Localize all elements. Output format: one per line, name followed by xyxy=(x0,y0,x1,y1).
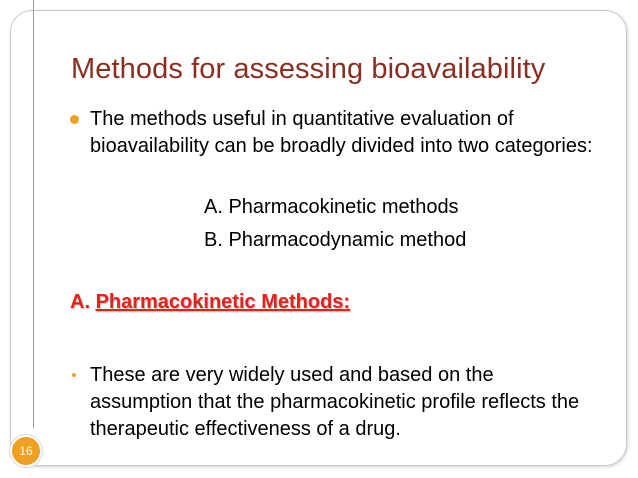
method-item-a: A. Pharmacokinetic methods xyxy=(204,196,459,218)
bullet-dot-icon xyxy=(70,115,79,124)
method-item-b: B. Pharmacodynamic method xyxy=(204,229,467,251)
bullet-text-1: The methods useful in quantitative evaluation of bioavailability can be broadly divided into two categories: xyxy=(90,108,593,157)
section-heading-label: Pharmacokinetic Methods: xyxy=(95,291,351,313)
bullet-text-2: These are very widely used and based on the assumption that the pharmacokinetic profile reflects the therapeutic effectiveness of a drug. xyxy=(90,364,580,440)
section-heading xyxy=(70,291,350,314)
bullet-item-1 xyxy=(70,106,600,160)
section-heading-prefix: A. xyxy=(70,291,96,313)
bullet-dot-small-icon xyxy=(72,373,76,377)
page-number-badge: 16 xyxy=(10,435,42,467)
slide-title: Methods for assessing bioavailability xyxy=(71,53,546,85)
bullet-item-2 xyxy=(70,362,600,443)
side-rule xyxy=(33,0,34,428)
